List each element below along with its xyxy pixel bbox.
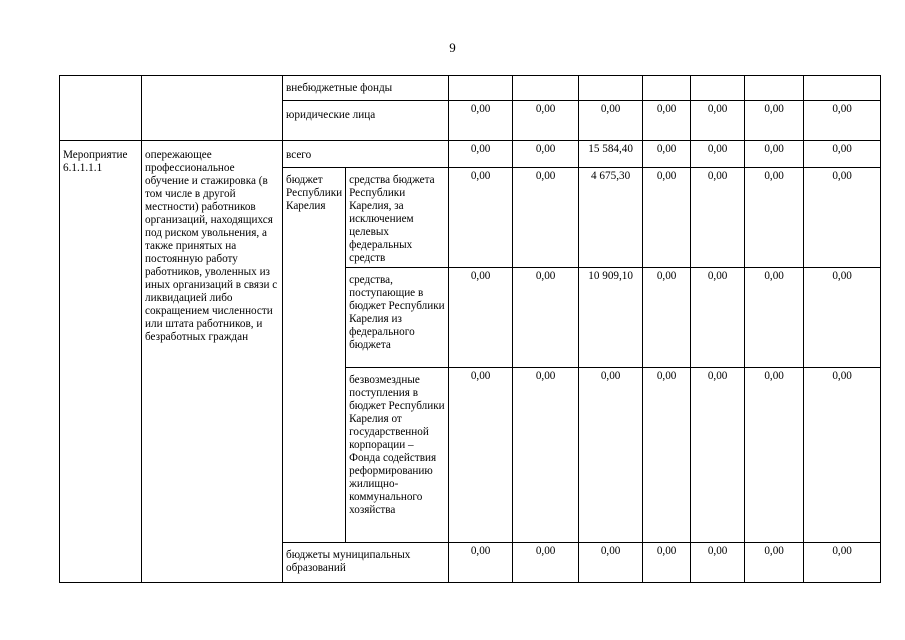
- value-cell: 0,00: [579, 101, 643, 141]
- page-number: 9: [449, 40, 456, 55]
- table-row: [60, 141, 881, 168]
- value-cell: 0,00: [804, 168, 881, 268]
- value-cell: [745, 76, 804, 101]
- value-cell: 0,00: [449, 368, 513, 543]
- value-cell: 0,00: [804, 543, 881, 583]
- total-label: всего: [283, 141, 449, 168]
- value-cell: 0,00: [745, 543, 804, 583]
- value-cell: 0,00: [513, 101, 579, 141]
- value-cell: 0,00: [449, 101, 513, 141]
- value-cell: 4 675,30: [579, 168, 643, 268]
- value-cell: 0,00: [513, 141, 579, 168]
- value-cell: [804, 76, 881, 101]
- value-cell: 0,00: [643, 268, 691, 368]
- value-cell: [513, 76, 579, 101]
- value-cell: 0,00: [449, 168, 513, 268]
- value-cell: [643, 76, 691, 101]
- value-cell: 0,00: [579, 368, 643, 543]
- empty-cell: [60, 76, 142, 141]
- value-cell: 0,00: [513, 268, 579, 368]
- source-label: внебюджетные фонды: [283, 76, 449, 101]
- value-cell: 0,00: [745, 268, 804, 368]
- value-cell: 0,00: [513, 543, 579, 583]
- value-cell: 0,00: [691, 168, 745, 268]
- value-cell: 0,00: [513, 368, 579, 543]
- value-cell: 0,00: [745, 168, 804, 268]
- value-cell: 0,00: [804, 101, 881, 141]
- value-cell: 0,00: [449, 141, 513, 168]
- value-cell: 0,00: [643, 543, 691, 583]
- value-cell: 0,00: [579, 543, 643, 583]
- empty-cell: [142, 76, 283, 141]
- value-cell: 0,00: [745, 141, 804, 168]
- value-cell: [579, 76, 643, 101]
- value-cell: 0,00: [804, 141, 881, 168]
- value-cell: 0,00: [449, 268, 513, 368]
- measure-name: опережающее профессиональное обучение и стажировка (в том числе в другой местности) работников организаций, находящихся под риском увольнения, а также принятых на постоянную работу работников, уволенных из иных организаций в связи с ликвидацией либо сокращением численности или штата работников, и безработных граждан: [142, 141, 283, 583]
- sub-source-label: средства бюджета Республики Карелия, за исключением целевых федеральных средств: [346, 168, 449, 268]
- municipal-label: бюджеты муниципальных образований: [283, 543, 449, 583]
- value-cell: 0,00: [691, 268, 745, 368]
- value-cell: 0,00: [745, 368, 804, 543]
- measure-code: Мероприятие 6.1.1.1.1: [60, 141, 142, 583]
- value-cell: 0,00: [513, 168, 579, 268]
- value-cell: 15 584,40: [579, 141, 643, 168]
- value-cell: 0,00: [643, 368, 691, 543]
- source-label: юридические лица: [283, 101, 449, 141]
- value-cell: 0,00: [804, 268, 881, 368]
- value-cell: 0,00: [643, 101, 691, 141]
- budget-label: бюджет Республики Карелия: [283, 168, 346, 543]
- table-row: [60, 76, 881, 101]
- value-cell: 0,00: [449, 543, 513, 583]
- value-cell: 0,00: [691, 101, 745, 141]
- value-cell: [449, 76, 513, 101]
- value-cell: [691, 76, 745, 101]
- value-cell: 0,00: [643, 168, 691, 268]
- value-cell: 0,00: [691, 141, 745, 168]
- value-cell: 0,00: [745, 101, 804, 141]
- budget-table: [59, 75, 881, 583]
- value-cell: 0,00: [691, 543, 745, 583]
- value-cell: 10 909,10: [579, 268, 643, 368]
- value-cell: 0,00: [643, 141, 691, 168]
- sub-source-label: средства, поступающие в бюджет Республики Карелия из федерального бюджета: [346, 268, 449, 368]
- sub-source-label: безвозмездные поступления в бюджет Республики Карелия от государственной корпорации – Фонда содействия реформированию жилищно-коммунального хозяйства: [346, 368, 449, 543]
- value-cell: 0,00: [804, 368, 881, 543]
- value-cell: 0,00: [691, 368, 745, 543]
